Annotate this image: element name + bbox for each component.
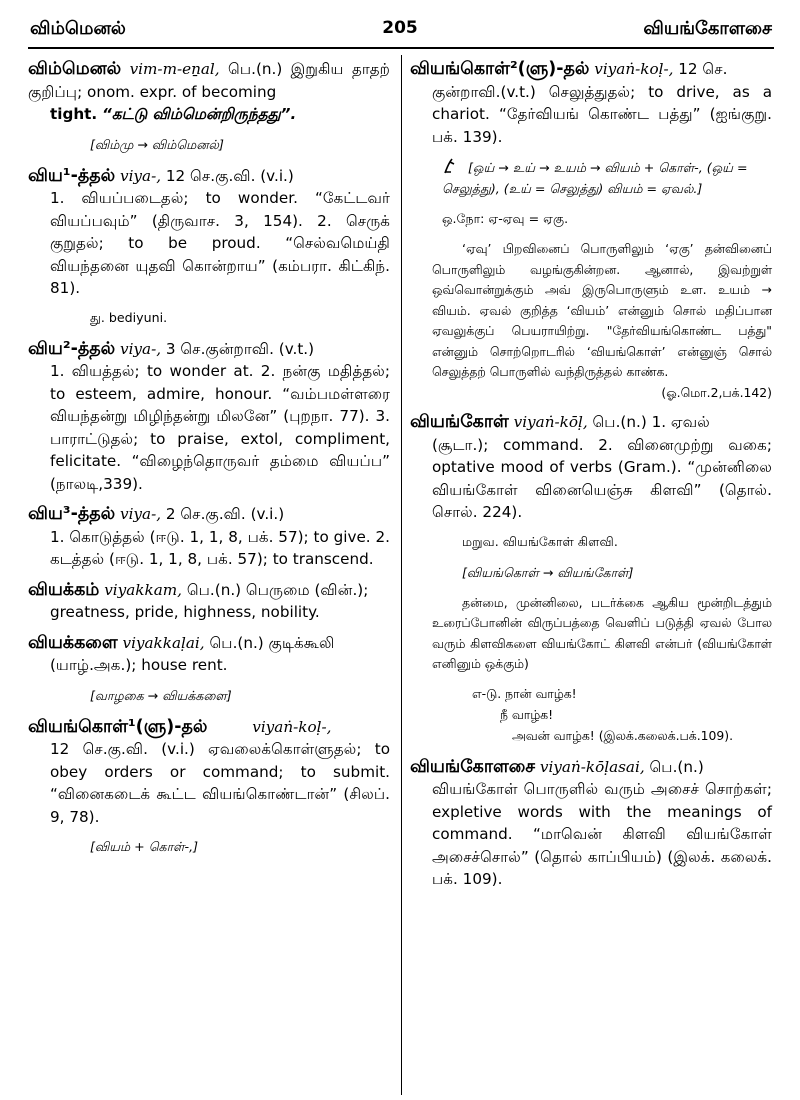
transliteration: viyaṅ-kōḷ, [513,413,588,431]
header-left-guideword: விம்மெனல் [30,18,126,39]
headword: வியங்கோள் [410,412,509,432]
definition: வியங்கோள் பொருளில் வரும் அசைச் சொற்கள்; expletive words with the meanings of command. “மாவென் கிளவி வியங்கோள் அசைச்சொல்” (தொல் காப்பியம்) (இலக். கலைக். பக். 109). [432,780,772,888]
transliteration: viyaṅ-kōḷasai, [539,757,645,776]
headword: விய³-த்தல் [28,504,116,524]
header-rule [28,47,774,49]
transliteration: vim-m-eṉal, [129,60,220,78]
headword: வியக்களை [28,632,118,653]
grammar: பெ.(n.) குடிக்கூலி [209,633,335,652]
etymology-note: [வியம் + கொள்-,] [90,839,198,854]
etymology-note [442,156,772,199]
page-header [0,0,800,48]
header-right-guideword: வியங்கோளசை [643,18,772,39]
compare-note: ஒ.நோ: ஏ-ஏவு = ஏகு. [442,211,569,226]
entry-vimmenal [28,58,390,126]
left-column [28,58,390,867]
grammar: 12 செ. [678,60,728,78]
explanatory-paragraph: ‘ஏவு’ பிறவினைப் பொருளிலும் ‘ஏகு’ தன்வினைப் பொருளிலும் வழங்குகின்றன. ஆனால், இவற்றுள் ஒவ்வொன்றுக்கும் அவ் இருபொருளும் உள. உயம் → வியம். ஏவல் குறித்த ‘வியம்’ என்னும் சொல் மதிப்பான ஏவலுக்குப் பெயராயிற்று. "தேர்வியங்கொண்ட பத்து" என்னும் சொற்றொடரில் ‘வியங்கொள்’ என்னுஞ் சொல் செலுத்தற் பொருளில் வந்திருத்தல் காண்க. (ஓ.மொ.2,பக்.142) [432,239,772,403]
definition: (சூடா.); command. 2. வினைமுற்று வகை; optative mood of verbs (Gram.). “முன்னிலை வியங்கோள் வினையெஞ்சு கிளவி” (தொல். சொல். 224). [432,435,772,521]
entry-viyankol2 [410,58,772,148]
quotation: “கட்டு விம்மென்றிருந்தது”. [102,105,297,123]
definition: 1. வியத்தல்; to wonder at. 2. நன்கு மதித்தல்; to esteem, admire, honour. “வம்பமள்ளரை வியந்தன்று மிழிந்தன்று மிலனே” (புறநா. 77). 3. பாராட்டுதல்; to praise, extol, compliment, felicitate. “விழைந்தொருவர் தம்மை வியப்ப” (நாலடி,339). [50,362,390,493]
definition: 1. வியப்படைதல்; to wonder. “கேட்டவர் வியப்பவும்” (திருவாச. 3, 154). 2. செருக் குறுதல்; to be proud. “செல்வமெய்தி வியந்தனை யுதவி கொன்றாய” (கம்பரா. கிட்கிந். 81). [50,189,390,297]
entry-viyankolasai [410,756,772,891]
headword: வியங்கோளசை [410,756,536,777]
definition-cont: tight. [50,105,98,123]
definition: பெ.(n.) இறுகிய தாதற் குறிப்பு; onom. expr. of becoming [28,60,391,101]
source-reference: (ஓ.மொ.2,பக்.142) [661,384,772,400]
entry-viyankol1 [28,716,390,829]
example-line: எ-டு. நான் வாழ்க! [472,685,577,701]
definition: 12 செ.கு.வி. (v.i.) ஏவலைக்கொள்ளுதல்; to obey orders or command; to submit. “வினைகடைக் கூட்ட வியங்கொண்டான்” (சிலப். 9, 78). [50,740,390,826]
etymology-text: [ஒய் → உய் → உயம் → வியம் + கொள்-, (ஒய் = செலுத்து), (உய் = செலுத்து) வியம் = ஏவல்.] [442,160,748,196]
transliteration: viyaṅ-koḷ-, [594,60,674,78]
cognate-note: து. bediyuni. [90,309,168,325]
headword: வியங்கொள்²(ளு)-தல் [410,59,590,79]
grammar: பெ.(n.) 1. ஏவல் [592,413,710,431]
headword: வியக்கம் [28,579,100,600]
synonym-note: மறுவ. வியங்கோள் கிளவி. [462,533,618,549]
example-line: நீ வாழ்க! [500,706,554,722]
entry-viyakkam [28,579,390,624]
entry-viyakkalai [28,632,390,677]
page-number: 205 [382,18,418,38]
headword: வியங்கொள்¹(ளு)-தல் [28,716,208,737]
example-line: அவன் வாழ்க! (இலக்.கலைக்.பக்.109). [512,727,734,743]
right-column [410,58,772,899]
grammar: 3 செ.குன்றாவி. (v.t.) [165,339,315,358]
definition: 1. கொடுத்தல் (ஈடு. 1, 1, 8, பக். 57); to give. 2. கடத்தல் (ஈடு. 1, 1, 8, பக். 57); to transcend. [50,527,390,568]
grammar: பெ.(n.) [649,757,704,776]
headword: விய²-த்தல் [28,338,116,359]
column-divider [401,55,402,1095]
etymology-note: [வியங்கொள் → வியங்கோள்] [462,564,634,580]
etymology-note: [வாழகை → வியக்களை] [90,687,232,703]
definition: குன்றாவி.(v.t.) செலுத்துதல்; to drive, as a chariot. “தேர்வியங் கொண்ட பத்து” (ஐங்குறு. பக். 139). [432,82,772,146]
etymology-note: [விம்மு → விம்மெனல்] [90,136,224,152]
transliteration: viyakkam, [104,580,182,599]
headword: விம்மெனல் [28,59,122,79]
entry-viyankol [410,411,772,524]
entry-viya1 [28,165,390,300]
grammar: 2 செ.கு.வி. (v.i.) [165,505,285,523]
etymology-mark-icon [442,156,458,176]
transliteration: viyaṅ-koḷ-, [252,717,332,736]
grammar: 12 செ.கு.வி. (v.i.) [165,166,294,185]
entry-viya3 [28,503,390,571]
definition: (யாழ்.அக.); house rent. [50,656,228,674]
transliteration: viyakkaḷai, [122,633,205,652]
transliteration: viya-, [120,505,162,523]
entry-viya2 [28,338,390,496]
transliteration: viya-, [120,339,162,358]
headword: விய¹-த்தல் [28,165,116,186]
example-block [410,683,772,746]
grammar: பெ.(n.) பெருமை (வின்.); [186,580,369,599]
explanatory-paragraph: தன்மை, முன்னிலை, படர்க்கை ஆகிய மூன்றிடத்தும் உரைப்போனின் விருப்பத்தை வெளிப் படுத்தி ஏவல் போல வரும் கிளவிகளை வியங்கோட் கிளவி என்பர் (வியங்கோள் எனினும் ஒக்கும்) [432,594,772,671]
definition: greatness, pride, highness, nobility. [50,603,320,621]
transliteration: viya-, [120,166,162,185]
